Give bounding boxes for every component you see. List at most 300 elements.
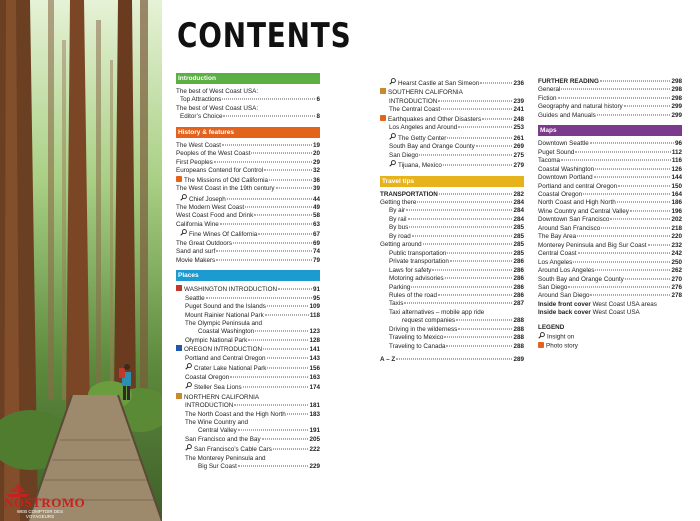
entry-title: Puget Sound and the Islands	[185, 303, 266, 311]
toc-entry[interactable]	[380, 88, 524, 97]
entry-page: 202	[671, 216, 682, 224]
entry-page: 112	[671, 148, 682, 156]
toc-entry[interactable]	[380, 343, 524, 351]
toc-entry[interactable]	[176, 355, 320, 363]
entry-title: Taxis	[389, 300, 404, 308]
entry-title: The Olympic Peninsula and	[185, 319, 263, 327]
dot-leader	[216, 251, 312, 252]
entry-page: 299	[671, 111, 682, 119]
toc-entry[interactable]	[538, 174, 682, 182]
toc-entry[interactable]	[538, 86, 682, 94]
inside-front-cover[interactable]	[538, 301, 682, 309]
dot-leader	[287, 413, 309, 414]
entry-title: The North Coast and the High North	[185, 410, 286, 418]
toc-entry[interactable]	[176, 411, 320, 419]
entry-page: 287	[513, 300, 524, 308]
toc-entry[interactable]	[176, 105, 320, 113]
entry-page: 282	[513, 190, 524, 198]
toc-entry[interactable]	[176, 455, 320, 463]
square-blue-icon	[176, 345, 182, 351]
dot-leader	[630, 210, 671, 211]
entry-title: Editor’s Choice	[180, 113, 223, 121]
dot-leader	[269, 179, 312, 180]
toc-entry[interactable]	[380, 284, 524, 292]
dot-leader	[590, 143, 674, 144]
entry-page: 220	[671, 233, 682, 241]
toc-entry[interactable]	[380, 326, 524, 334]
entry-page: 191	[309, 427, 320, 435]
entry-page: 69	[312, 239, 320, 247]
entry-title: Los Angeles	[538, 258, 573, 266]
dot-leader	[234, 405, 308, 406]
dot-leader	[417, 201, 512, 202]
entry-page: 250	[671, 258, 682, 266]
toc-entry[interactable]	[380, 250, 524, 258]
toc-entry[interactable]	[176, 374, 320, 382]
toc-entry[interactable]	[176, 363, 320, 373]
dot-leader	[458, 328, 512, 329]
travel-tips-list	[380, 191, 524, 352]
entry-title: NORTHERN CALIFORNIA	[184, 393, 260, 401]
toc-entry[interactable]	[176, 167, 320, 175]
entry-title: request companies	[402, 317, 456, 325]
toc-entry[interactable]	[538, 242, 682, 250]
entry-title: Parking	[389, 283, 411, 291]
dot-leader	[243, 387, 309, 388]
entry-title: The West Coast in the 19th century	[176, 185, 275, 193]
entry-page: 144	[671, 174, 682, 182]
dot-leader	[206, 297, 312, 298]
entry-page: 288	[513, 325, 524, 333]
entry-page: 279	[513, 162, 524, 170]
square-red-icon	[176, 285, 182, 291]
square-gold-icon	[176, 393, 182, 399]
toc-entry[interactable]	[538, 250, 682, 258]
entry-title: The best of West Coast USA:	[176, 104, 259, 112]
entry-title: General	[538, 86, 561, 94]
dot-leader	[450, 261, 513, 262]
toc-entry[interactable]	[176, 402, 320, 410]
dot-leader	[238, 466, 309, 467]
entry-page: 242	[671, 250, 682, 258]
dot-leader	[248, 339, 308, 340]
entry-page: 8	[316, 113, 320, 121]
toc-entry[interactable]	[538, 191, 682, 199]
entry-page: 285	[513, 241, 524, 249]
toc-entry[interactable]	[538, 276, 682, 284]
entry-title: Traveling to Canada	[389, 342, 446, 350]
dot-leader	[600, 81, 671, 82]
entry-title: Coastal Washington	[538, 165, 595, 173]
toc-entry[interactable]	[176, 88, 320, 96]
entry-title: Mount Rainier National Park	[185, 311, 264, 319]
entry-page: 163	[309, 373, 320, 381]
magnifier-icon	[185, 444, 192, 451]
toc-entry[interactable]	[176, 463, 320, 471]
toc-entry[interactable]	[538, 103, 682, 111]
entry-page: 96	[674, 140, 682, 148]
dot-leader	[223, 116, 315, 117]
toc-entry[interactable]	[176, 113, 320, 121]
entry-page: 222	[309, 446, 320, 454]
entry-title: The Great Outdoors	[176, 239, 232, 247]
dot-leader	[254, 215, 312, 216]
entry-title: Taxi alternatives – mobile app ride	[389, 308, 485, 316]
dot-leader	[568, 286, 670, 287]
entry-page: 49	[312, 203, 320, 211]
entry-title: SOUTHERN CALIFORNIA	[388, 89, 463, 97]
entry-title: Downtown San Francisco	[538, 216, 610, 224]
entry-page: 109	[309, 303, 320, 311]
dot-leader	[594, 177, 671, 178]
entry-page: 253	[513, 124, 524, 132]
entry-title: The Central Coast	[389, 106, 441, 114]
places-list	[176, 285, 320, 472]
dot-leader	[595, 270, 670, 271]
entry-page: 232	[671, 241, 682, 249]
entry-title: Hearst Castle at San Simeon	[398, 80, 480, 87]
entry-title: Monterey Peninsula and Big Sur Coast	[538, 241, 647, 249]
toc-entry[interactable]	[380, 191, 524, 199]
toc-entry[interactable]	[176, 337, 320, 345]
entry-title: Around San Diego	[538, 292, 590, 300]
entry-page: 32	[312, 167, 320, 175]
camera-icon	[176, 176, 182, 182]
entry-page: 286	[513, 291, 524, 299]
toc-entry[interactable]	[538, 149, 682, 157]
entry-title: FURTHER READING	[538, 78, 599, 85]
legend-title: LEGEND	[538, 323, 565, 331]
dot-leader	[590, 295, 670, 296]
entry-page: 288	[513, 342, 524, 350]
magnifier-icon	[180, 194, 187, 201]
dot-leader	[447, 252, 512, 253]
inside-back-cover[interactable]	[538, 309, 682, 317]
entry-page: 261	[513, 134, 524, 142]
dot-leader	[648, 244, 671, 245]
magnifier-icon	[389, 160, 396, 167]
introduction-list	[176, 88, 320, 122]
dot-leader	[476, 146, 513, 147]
toc-entry[interactable]	[176, 345, 320, 354]
toc-entry[interactable]	[380, 115, 524, 124]
toc-entry[interactable]	[538, 216, 682, 224]
entry-page: 39	[312, 185, 320, 193]
toc-entry[interactable]	[176, 285, 320, 294]
toc-entry[interactable]	[176, 221, 320, 229]
toc-entry[interactable]	[176, 393, 320, 402]
toc-entry[interactable]	[538, 199, 682, 207]
toc-entry[interactable]	[176, 150, 320, 158]
dot-leader	[411, 286, 512, 287]
toc-entry[interactable]	[380, 143, 524, 151]
entry-page: 284	[513, 215, 524, 223]
entry-title: Top Attractions	[180, 96, 222, 104]
toc-entry[interactable]	[176, 444, 320, 454]
dot-leader	[267, 306, 309, 307]
entry-title: OREGON INTRODUCTION	[184, 346, 263, 354]
entry-title: Rules of the road	[389, 291, 437, 299]
entry-title: Getting there	[380, 198, 417, 206]
entry-page: 6	[316, 96, 320, 104]
toc-entry[interactable]	[380, 106, 524, 114]
entry-page: 236	[513, 80, 524, 87]
entry-title: Coastal Oregon	[538, 190, 583, 198]
entry-title: Portland and Central Oregon	[185, 354, 266, 362]
toc-entry[interactable]	[380, 199, 524, 207]
toc-entry[interactable]	[176, 419, 320, 427]
toc-entry[interactable]	[380, 267, 524, 275]
entry-title: California Wine	[176, 220, 219, 228]
toc-entry[interactable]	[176, 142, 320, 150]
toc-entry[interactable]	[176, 159, 320, 167]
dot-leader	[423, 244, 513, 245]
toc-entry[interactable]	[538, 284, 682, 292]
toc-entry[interactable]	[176, 194, 320, 204]
toc-entry[interactable]	[538, 267, 682, 275]
toc-entry[interactable]	[380, 334, 524, 342]
toc-entry[interactable]	[176, 96, 320, 104]
entry-title: The Wine Country and	[185, 418, 248, 426]
toc-entry[interactable]	[380, 216, 524, 224]
dot-leader	[245, 206, 312, 207]
entry-page: 118	[309, 311, 320, 319]
dot-leader	[222, 144, 312, 145]
places-continued-list	[380, 78, 524, 171]
entry-page: 286	[513, 266, 524, 274]
toc-entry[interactable]	[380, 124, 524, 132]
entry-title: Olympic National Park	[185, 336, 248, 344]
dot-leader	[273, 449, 309, 450]
entry-page: 262	[671, 267, 682, 275]
dot-leader	[456, 320, 512, 321]
entry-page: 286	[513, 258, 524, 266]
toc-entry[interactable]	[538, 183, 682, 191]
toc-entry[interactable]	[176, 382, 320, 392]
entry-page: 183	[309, 410, 320, 418]
dot-leader	[595, 168, 670, 169]
entry-title: INTRODUCTION	[389, 97, 438, 105]
dot-leader	[251, 153, 312, 154]
entry-title: TRANSPORTATION	[380, 190, 438, 198]
toc-entry[interactable]	[380, 207, 524, 215]
toc-entry[interactable]	[176, 427, 320, 435]
dot-leader	[482, 118, 512, 119]
entry-title: First Peoples	[176, 158, 213, 166]
entry-page: 79	[312, 256, 320, 264]
magnifier-icon	[389, 133, 396, 140]
toc-entry[interactable]	[538, 140, 682, 148]
entry-page: 241	[513, 106, 524, 114]
dot-leader	[432, 269, 512, 270]
entry-page: 67	[312, 231, 320, 239]
entry-title: Coastal Oregon	[185, 373, 230, 381]
toc-entry[interactable]	[380, 78, 524, 88]
dot-leader	[601, 227, 670, 228]
further-reading-list	[538, 78, 682, 120]
dot-leader	[404, 303, 512, 304]
toc-entry[interactable]	[176, 229, 320, 239]
entry-title: Central Coast	[538, 250, 577, 258]
toc-entry[interactable]	[176, 436, 320, 444]
entry-title: Wine Country and Central Valley	[538, 207, 629, 215]
toc-entry[interactable]	[176, 212, 320, 220]
entry-title: Los Angeles and Around	[389, 124, 458, 132]
dot-leader	[624, 106, 671, 107]
entry-page: 270	[671, 275, 682, 283]
entry-title: Peoples of the West Coast	[176, 150, 251, 158]
toc-entry[interactable]	[538, 157, 682, 165]
toc-entry[interactable]	[380, 233, 524, 241]
toc-entry[interactable]	[380, 292, 524, 300]
entry-title: By bus	[389, 224, 409, 232]
entry-title: Fine Wines Of California	[189, 231, 258, 239]
entry-page: 218	[671, 224, 682, 232]
entry-title: A – Z	[380, 356, 396, 364]
toc-entry[interactable]	[538, 292, 682, 300]
entry-page: 174	[309, 384, 320, 392]
toc-column-3	[538, 78, 682, 351]
magnifier-icon	[185, 382, 192, 389]
inside-back-label: Inside back cover	[538, 309, 591, 317]
toc-entry[interactable]	[176, 185, 320, 193]
entry-title: The Modern West Coast	[176, 203, 245, 211]
toc-entry-a-z[interactable]	[380, 356, 524, 364]
toc-entry[interactable]	[538, 112, 682, 120]
entry-title: Seattle	[185, 294, 205, 302]
toc-entry[interactable]	[380, 300, 524, 308]
entry-page: 128	[309, 336, 320, 344]
legend-photo-label: Photo story	[546, 342, 578, 350]
entry-page: 205	[309, 435, 320, 443]
entry-title: Earthquakes and Other Disasters	[388, 115, 482, 123]
entry-title: San Francisco’s Cable Cars	[194, 446, 272, 454]
entry-title: Downtown Seattle	[538, 140, 589, 148]
watermark-logo	[4, 483, 86, 519]
toc-entry[interactable]	[176, 257, 320, 265]
entry-title: Private transportation	[389, 258, 449, 266]
dot-leader	[597, 114, 671, 115]
entry-page: 229	[309, 463, 320, 471]
section-header-maps: Maps	[538, 125, 682, 136]
toc-entry[interactable]	[176, 248, 320, 256]
entry-page: 116	[671, 157, 682, 165]
magnifier-icon	[180, 229, 187, 236]
entry-page: 288	[513, 317, 524, 325]
entry-title: Around San Francisco	[538, 224, 601, 232]
toc-entry[interactable]	[176, 240, 320, 248]
toc-entry[interactable]	[538, 78, 682, 86]
entry-page: 239	[513, 97, 524, 105]
dot-leader	[267, 368, 308, 369]
entry-title: South Bay and Orange County	[389, 143, 475, 151]
entry-title: Crater Lake National Park	[194, 365, 267, 373]
entry-page: 269	[513, 143, 524, 151]
toc-entry[interactable]	[538, 225, 682, 233]
toc-entry[interactable]	[538, 233, 682, 241]
entry-title: Movie Makers	[176, 256, 216, 264]
dot-leader	[262, 438, 309, 439]
entry-title: Fiction	[538, 94, 557, 102]
entry-title: Tacoma	[538, 157, 561, 165]
entry-page: 181	[309, 402, 320, 410]
toc-entry[interactable]	[380, 133, 524, 143]
dot-leader	[561, 89, 670, 90]
toc-entry[interactable]	[176, 303, 320, 311]
toc-entry[interactable]	[176, 312, 320, 320]
dot-leader	[267, 357, 309, 358]
entry-page: 286	[513, 275, 524, 283]
entry-title: Central Valley	[198, 427, 237, 435]
toc-entry[interactable]	[538, 259, 682, 267]
entry-page: 284	[513, 198, 524, 206]
toc-entry[interactable]	[538, 208, 682, 216]
dot-leader	[618, 185, 670, 186]
entry-page: 150	[671, 182, 682, 190]
toc-entry[interactable]	[176, 176, 320, 185]
toc-entry[interactable]	[380, 275, 524, 283]
toc-entry[interactable]	[380, 224, 524, 232]
magnifier-icon	[389, 78, 396, 85]
entry-title: The Missions of Old California	[184, 176, 268, 184]
entry-page: 19	[312, 141, 320, 149]
watermark-subtitle: WEB COMPTOIR DES VOYAGEURS	[16, 509, 64, 519]
toc-entry[interactable]	[176, 328, 320, 336]
entry-title: Big Sur Coast	[198, 463, 237, 471]
dot-leader	[561, 160, 671, 161]
entry-page: 143	[309, 354, 320, 362]
inside-front-label: Inside front cover	[538, 300, 591, 308]
entry-page: 74	[312, 248, 320, 256]
toc-entry[interactable]	[538, 166, 682, 174]
dot-leader	[438, 100, 512, 101]
toc-entry[interactable]	[538, 95, 682, 103]
entry-page: 186	[671, 199, 682, 207]
entry-title: Chief Joseph	[189, 195, 226, 203]
toc-entry[interactable]	[380, 152, 524, 160]
entry-title: Coastal Washington	[198, 328, 255, 336]
maps-list	[538, 140, 682, 301]
entry-page: 156	[309, 365, 320, 373]
entry-title: Traveling to Mexico	[389, 334, 444, 342]
toc-entry[interactable]	[380, 258, 524, 266]
toc-entry[interactable]	[176, 320, 320, 328]
dot-leader	[419, 154, 512, 155]
dot-leader	[625, 278, 671, 279]
entry-title: By rail	[389, 215, 407, 223]
dot-leader	[220, 223, 312, 224]
dot-leader	[278, 289, 312, 290]
dot-leader	[409, 227, 512, 228]
entry-page: 285	[513, 224, 524, 232]
entry-page: 299	[671, 103, 682, 111]
dot-leader	[412, 235, 513, 236]
toc-entry[interactable]	[380, 309, 524, 317]
dot-leader	[258, 234, 312, 235]
toc-column-1	[176, 73, 320, 472]
toc-entry[interactable]	[176, 204, 320, 212]
dot-leader	[441, 109, 512, 110]
entry-page: 248	[513, 115, 524, 123]
toc-entry[interactable]	[380, 241, 524, 249]
dot-leader	[439, 193, 513, 194]
entry-page: 278	[671, 292, 682, 300]
toc-entry[interactable]	[380, 98, 524, 106]
toc-entry[interactable]	[380, 317, 524, 325]
toc-entry[interactable]	[380, 160, 524, 170]
toc-column-2	[380, 78, 524, 365]
toc-entry[interactable]	[176, 295, 320, 303]
